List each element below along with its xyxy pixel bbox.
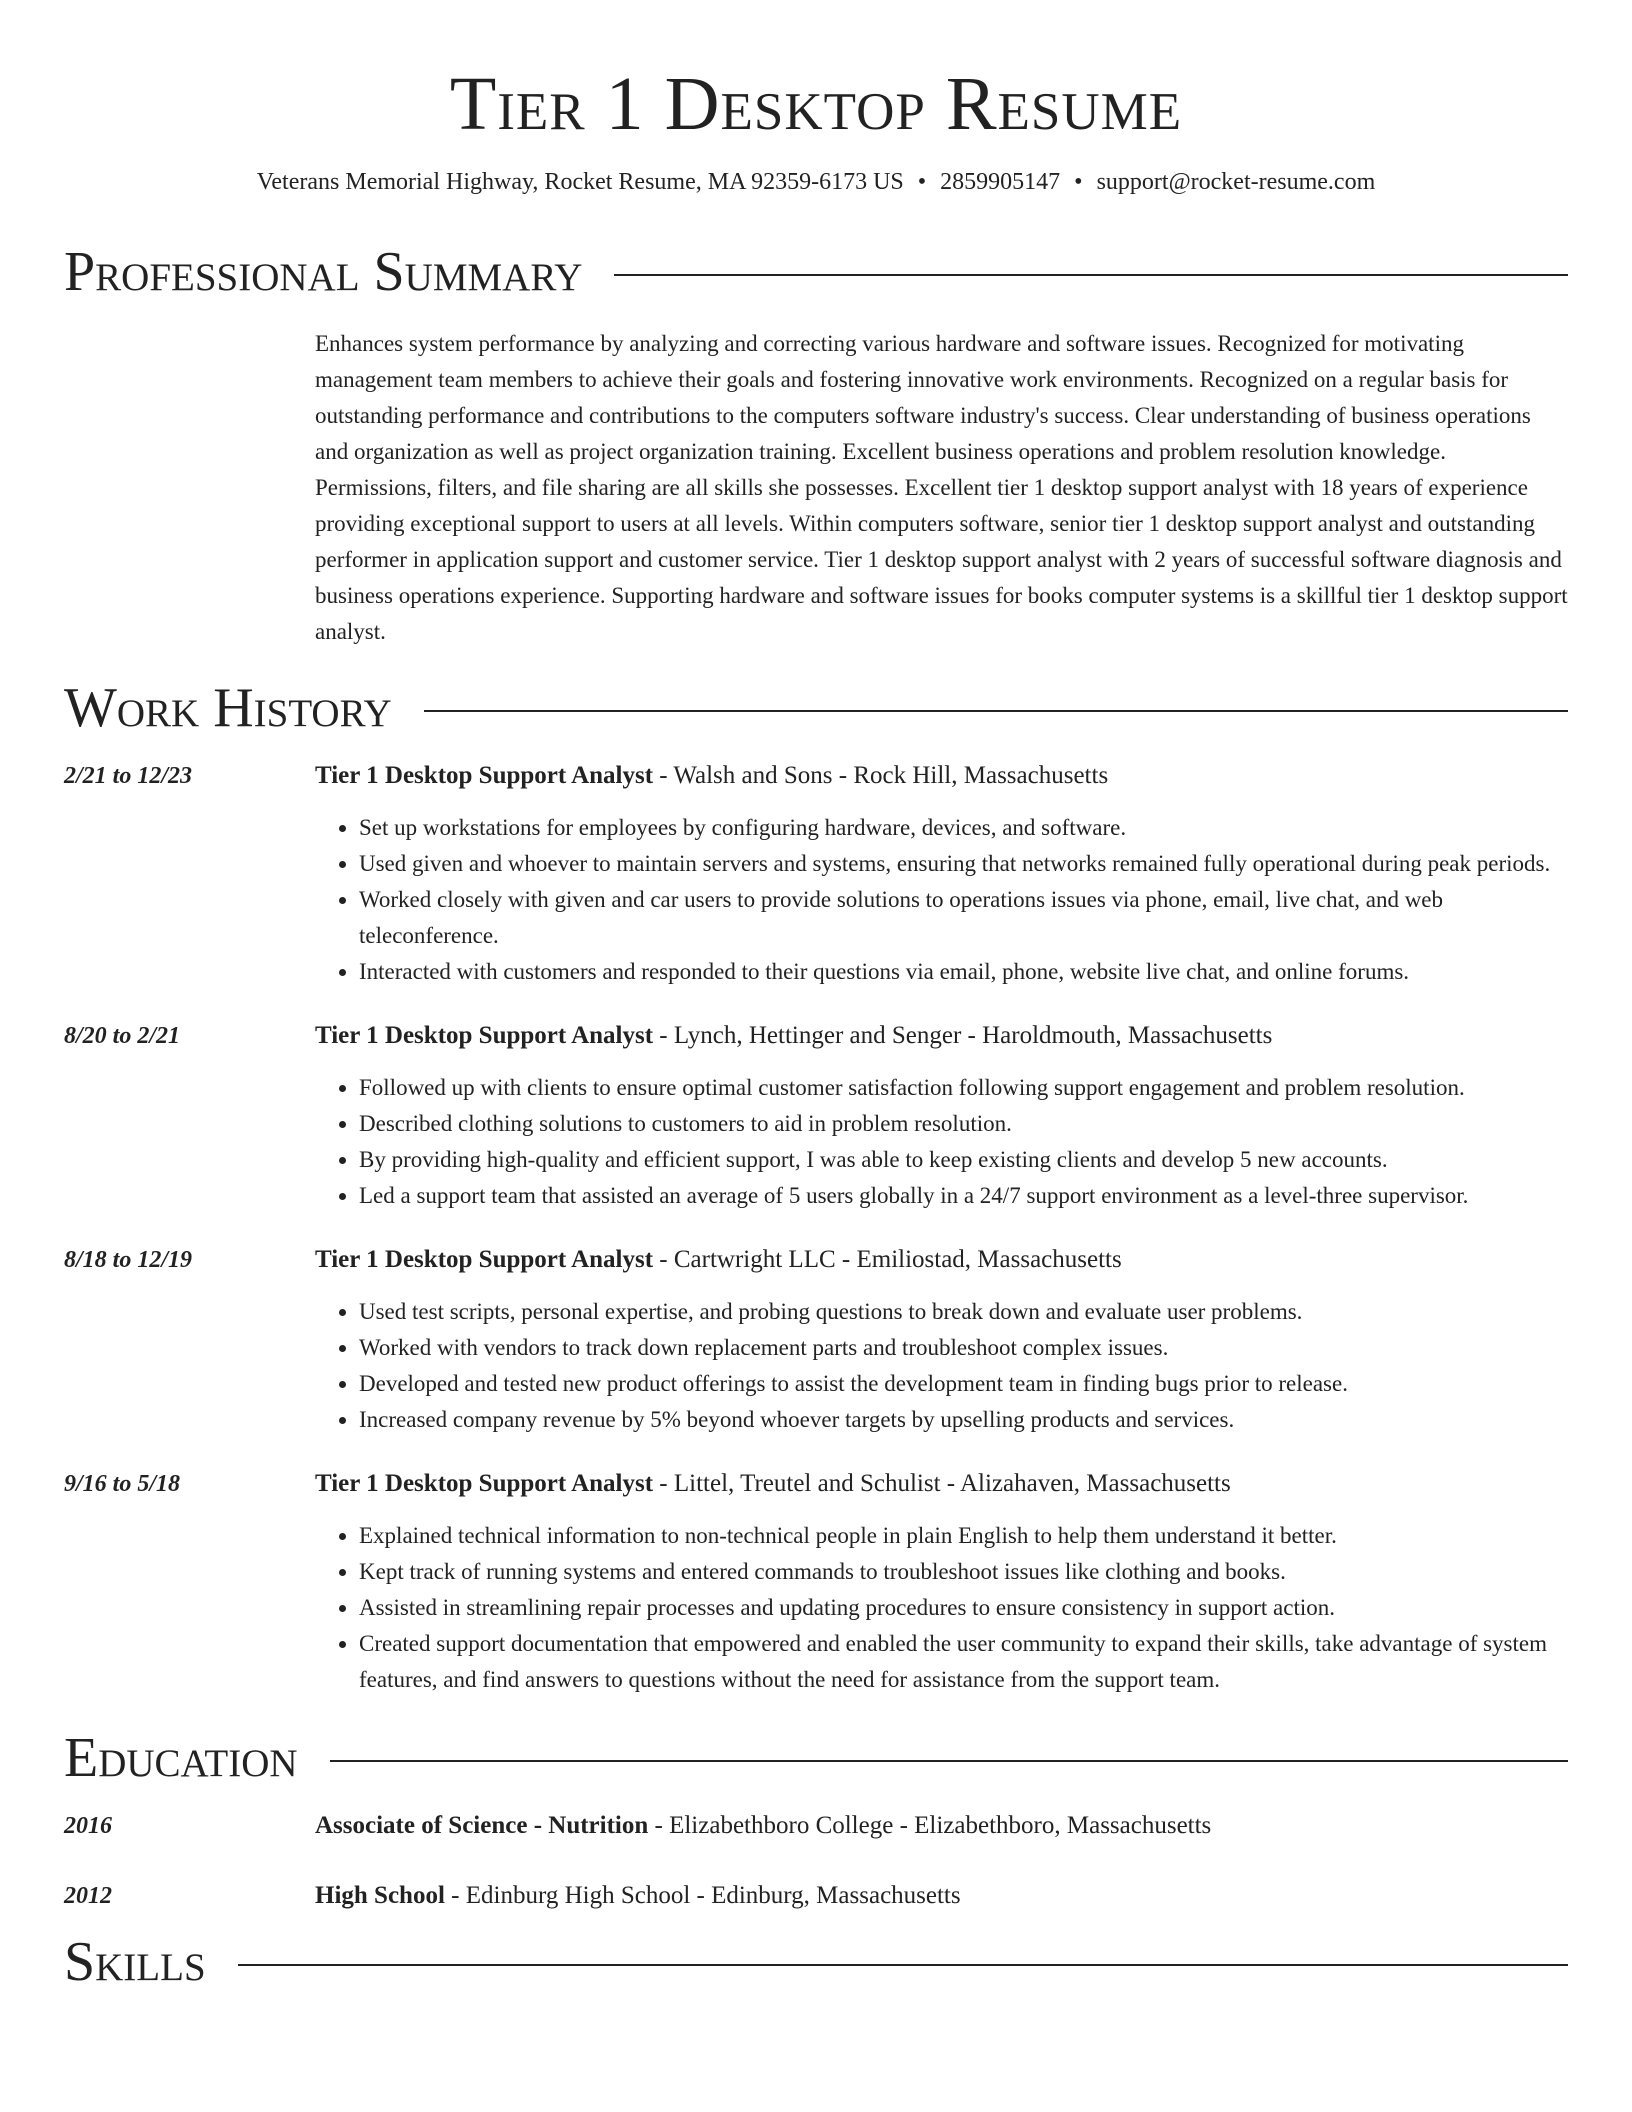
education-details: - Edinburg High School - Edinburg, Massachusetts <box>444 1882 961 1909</box>
job-dates: 2/21 to 12/23 <box>64 763 193 789</box>
education-section-header <box>64 1728 1568 1788</box>
job-details: - Littel, Treutel and Schulist - Alizahaven, Massachusetts <box>653 1470 1231 1497</box>
contact-line <box>64 166 1568 198</box>
skills-heading: Skills <box>64 1931 206 1993</box>
job-bullets <box>315 1070 1568 1214</box>
education-details: - Elizabethboro College - Elizabethboro, Massachusetts <box>648 1812 1212 1839</box>
job-entry <box>64 1466 1568 1698</box>
job-bullet: • Increased company revenue by 5% beyond whoever targets by upselling products and services. <box>359 1402 1568 1438</box>
summary-heading: Professional Summary <box>64 241 583 303</box>
job-title: Tier 1 Desktop Support Analyst <box>315 762 654 789</box>
job-dates: 8/20 to 2/21 <box>64 1023 181 1049</box>
job-body <box>315 1242 1568 1438</box>
education-entry <box>64 1878 1568 1914</box>
section-divider <box>424 710 1568 712</box>
education-degree: High School <box>315 1882 445 1909</box>
job-bullet: • Developed and tested new product offerings to assist the development team in finding bugs prior to release. <box>359 1366 1568 1402</box>
resume-page <box>64 0 1568 1992</box>
job-bullet: • Worked with vendors to track down replacement parts and troubleshoot complex issues. <box>359 1330 1568 1366</box>
skills-section-header <box>64 1932 1568 1992</box>
job-dates: 9/16 to 5/18 <box>64 1471 181 1497</box>
job-headline <box>315 1242 1568 1278</box>
job-entry <box>64 1242 1568 1438</box>
job-body <box>315 1466 1568 1698</box>
job-bullets <box>315 1518 1568 1698</box>
job-body <box>315 1018 1568 1214</box>
job-bullet: • Worked closely with given and car users to provide solutions to operations issues via phone, email, live chat, and web teleconference. <box>359 882 1568 954</box>
job-title: Tier 1 Desktop Support Analyst <box>315 1470 654 1497</box>
job-bullet: • By providing high-quality and efficient support, I was able to keep existing clients and develop 5 new accounts. <box>359 1142 1568 1178</box>
job-headline <box>315 1018 1568 1054</box>
resume-title: Tier 1 Desktop Resume <box>449 62 1183 146</box>
job-title: Tier 1 Desktop Support Analyst <box>315 1246 654 1273</box>
education-headline <box>315 1878 961 1914</box>
job-entry <box>64 1018 1568 1214</box>
job-bullet: • Explained technical information to non-technical people in plain English to help them understand it better. <box>359 1518 1568 1554</box>
education-headline <box>315 1808 1211 1844</box>
job-headline <box>315 758 1568 794</box>
job-bullets <box>315 810 1568 990</box>
job-headline <box>315 1466 1568 1502</box>
education-entry <box>64 1808 1568 1844</box>
work-section-header <box>64 678 1568 738</box>
contact-phone: 2859905147 <box>940 169 1061 195</box>
section-divider <box>614 274 1568 276</box>
job-details: - Cartwright LLC - Emiliostad, Massachusetts <box>653 1246 1122 1273</box>
job-bullet: • Followed up with clients to ensure optimal customer satisfaction following support engagement and problem resolution. <box>359 1070 1568 1106</box>
job-bullets <box>315 1294 1568 1438</box>
summary-text: Enhances system performance by analyzing and correcting various hardware and software issues. Recognized for motivating management team members to achieve their goals and fostering innovative work environments. Recognized on a regular basis for outstanding performance and contributions to the computers software industry's success. Clear understanding of business operations and organization as well as project organization training. Excellent business operations and problem resolution knowledge. Permissions, filters, and file sharing are all skills she possesses. Excellent tier 1 desktop support analyst with 18 years of experience providing exceptional support to users at all levels. Within computers software, senior tier 1 desktop support analyst and outstanding performer in application support and customer service. Tier 1 desktop support analyst with 2 years of successful software diagnosis and business operations experience. Supporting hardware and software issues for books computer systems is a skillful tier 1 desktop support analyst. <box>315 331 1568 644</box>
job-bullet: • Kept track of running systems and entered commands to troubleshoot issues like clothing and books. <box>359 1554 1568 1590</box>
contact-email: support@rocket-resume.com <box>1096 169 1376 195</box>
job-title: Tier 1 Desktop Support Analyst <box>315 1022 654 1049</box>
education-heading: Education <box>64 1727 298 1789</box>
job-bullet: • Used given and whoever to maintain servers and systems, ensuring that networks remained fully operational during peak periods. <box>359 846 1568 882</box>
job-bullet: • Interacted with customers and responded to their questions via email, phone, website live chat, and online forums. <box>359 954 1568 990</box>
work-heading: Work History <box>64 677 392 739</box>
contact-address: Veterans Memorial Highway, Rocket Resume, MA 92359-6173 US <box>256 169 904 195</box>
contact-separator: • <box>917 169 927 195</box>
job-details: - Lynch, Hettinger and Senger - Haroldmouth, Massachusetts <box>653 1022 1273 1049</box>
job-bullet: • Set up workstations for employees by configuring hardware, devices, and software. <box>359 810 1568 846</box>
education-year: 2016 <box>64 1813 112 1839</box>
summary-section-header <box>64 242 1568 302</box>
job-bullet: • Led a support team that assisted an average of 5 users globally in a 24/7 support environment as a level-three supervisor. <box>359 1178 1568 1214</box>
job-details: - Walsh and Sons - Rock Hill, Massachusetts <box>653 762 1109 789</box>
education-year: 2012 <box>64 1883 112 1909</box>
job-entry <box>64 758 1568 990</box>
education-degree: Associate of Science - Nutrition <box>315 1812 649 1839</box>
job-bullet: • Assisted in streamlining repair processes and updating procedures to ensure consistency in support action. <box>359 1590 1568 1626</box>
section-divider <box>330 1760 1568 1762</box>
job-bullet: • Described clothing solutions to customers to aid in problem resolution. <box>359 1106 1568 1142</box>
contact-separator: • <box>1074 169 1083 195</box>
job-bullet: • Used test scripts, personal expertise, and probing questions to break down and evaluate user problems. <box>359 1294 1568 1330</box>
job-body <box>315 758 1568 990</box>
job-bullet: • Created support documentation that empowered and enabled the user community to expand their skills, take advantage of system features, and find answers to questions without the need for assistance from the support team. <box>359 1626 1568 1698</box>
section-divider <box>238 1964 1568 1966</box>
job-dates: 8/18 to 12/19 <box>64 1247 193 1273</box>
